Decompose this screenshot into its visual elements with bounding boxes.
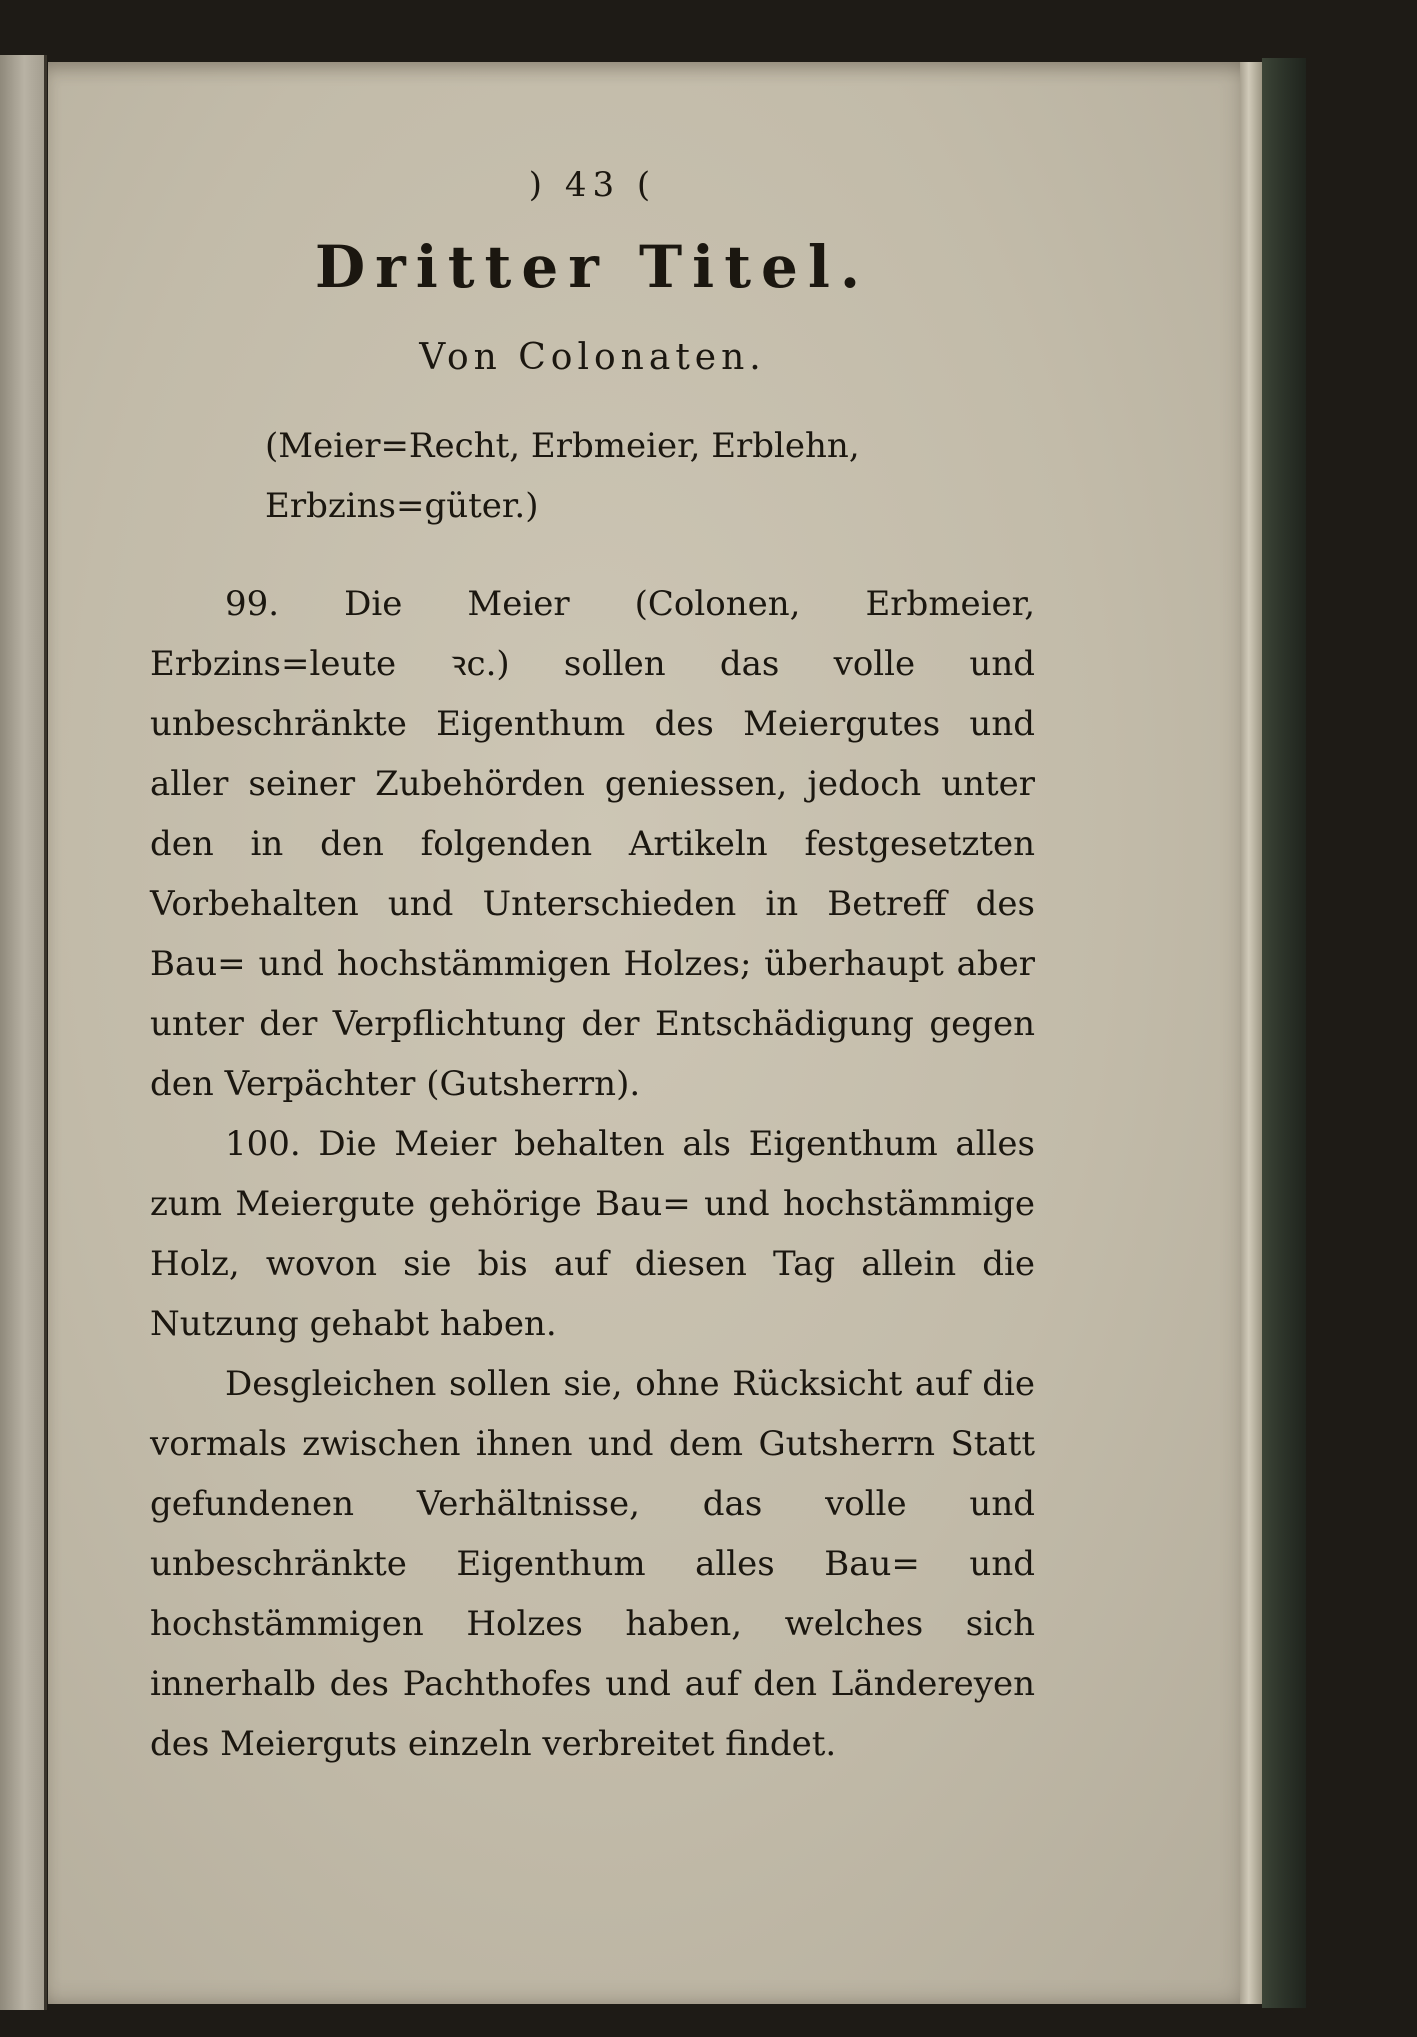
book-cover-edge: [1262, 58, 1306, 2008]
paragraph-99: 99. Die Meier (Colonen, Erbmeier, Erbzins=leute ꝛc.) sollen das volle und unbeschränkte Eigenthum des Meiergutes und aller seiner Zubehörden geniessen, jedoch unter den in den folgenden Artikeln festgesetzten Vorbehalten und Unterschieden in Betreff des Bau= und hochstämmigen Holzes; überhaupt aber unter der Verpflichtung der Entschädigung gegen den Verpächter (Gutsherrn).: [150, 584, 1035, 1104]
paragraph-100: 100. Die Meier behalten als Eigenthum alles zum Meiergute gehörige Bau= und hochstämmige Holz, wovon sie bis auf diesen Tag allein die Nutzung gehabt haben.: [150, 1124, 1035, 1344]
page-text: [150, 165, 1035, 1774]
section-title: Dritter Titel.: [314, 233, 871, 301]
section-note: (Meier=Recht, Erbmeier, Erblehn, Erbzins=güter.): [265, 426, 860, 526]
page-fore-edge: [1240, 62, 1262, 2004]
page-number: ) 43 (: [528, 165, 657, 205]
paragraph-100-continued: Desgleichen sollen sie, ohne Rücksicht auf die vormals zwischen ihnen und dem Gutsherrn Statt gefundenen Verhältnisse, das volle und unbeschränkte Eigenthum alles Bau= und hochstämmigen Holzes haben, welches sich innerhalb des Pachthofes und auf den Ländereyen des Meierguts einzeln verbreitet findet.: [150, 1364, 1035, 1764]
section-subtitle: Von Colonaten.: [419, 337, 766, 378]
facing-page-edge: [0, 55, 47, 2010]
